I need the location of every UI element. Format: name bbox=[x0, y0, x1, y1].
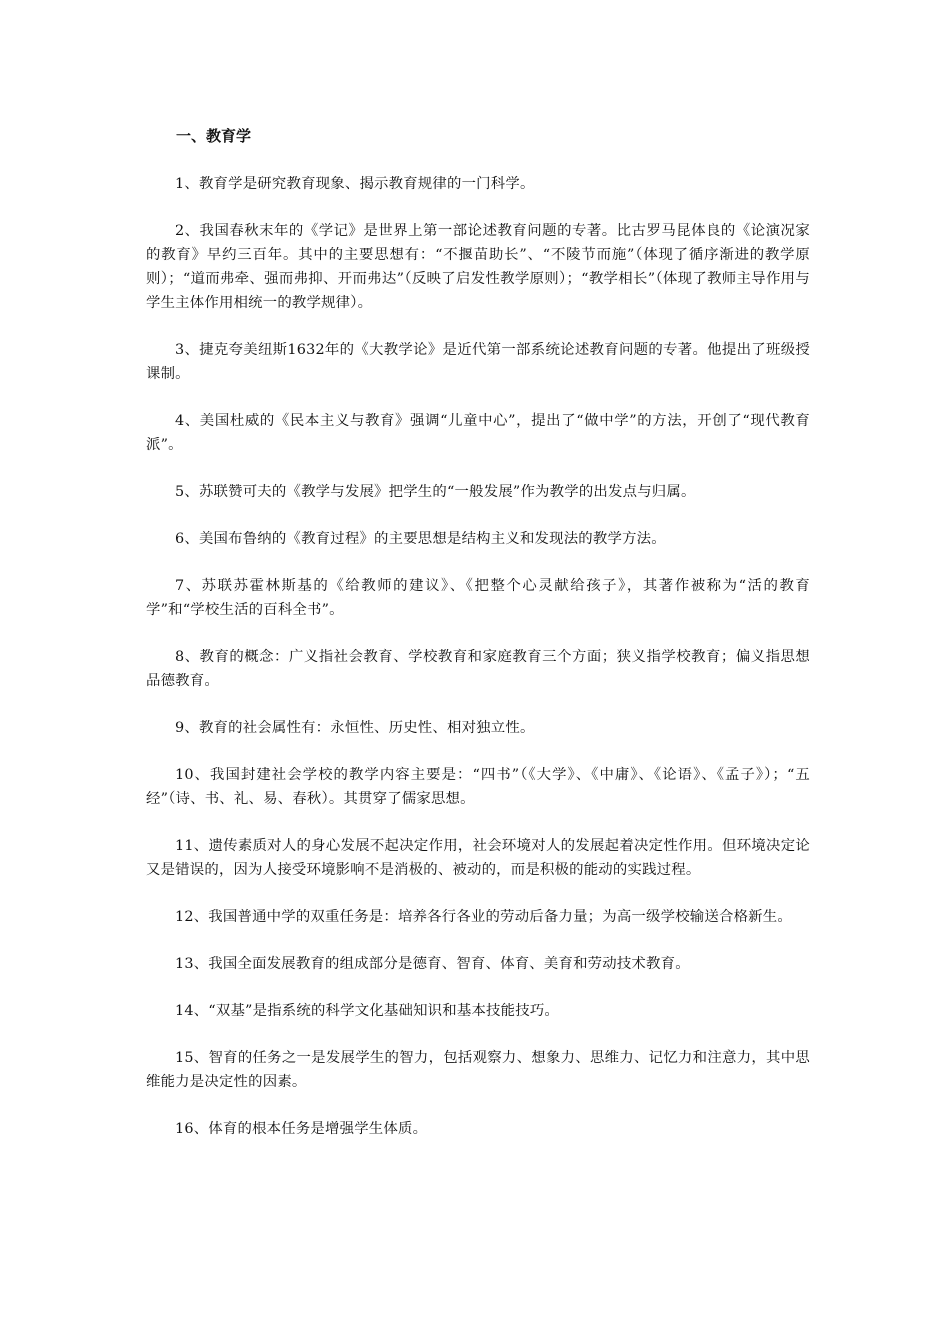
paragraph-6: 6、美国布鲁纳的《教育过程》的主要思想是结构主义和发现法的教学方法。 bbox=[175, 531, 666, 547]
paragraph-4: 4、美国杜威的《民本主义与教育》强调“儿童中心”，提出了“做中学”的方法，开创了“现代教育派”。 bbox=[146, 413, 810, 453]
paragraph-5: 5、苏联赞可夫的《教学与发展》把学生的“一般发展”作为教学的出发点与归属。 bbox=[175, 484, 696, 500]
paragraph-15: 15、智育的任务之一是发展学生的智力，包括观察力、想象力、思维力、记忆力和注意力，其中思维能力是决定性的因素。 bbox=[146, 1050, 810, 1090]
paragraph-12: 12、我国普通中学的双重任务是：培养各行各业的劳动后备力量；为高一级学校输送合格新生。 bbox=[175, 909, 792, 925]
paragraph-3: 3、捷克夸美纽斯1632年的《大教学论》是近代第一部系统论述教育问题的专著。他提出了班级授课制。 bbox=[146, 342, 810, 382]
paragraph-9: 9、教育的社会属性有：永恒性、历史性、相对独立性。 bbox=[175, 720, 535, 736]
paragraph-14: 14、“双基”是指系统的科学文化基础知识和基本技能技巧。 bbox=[175, 1003, 560, 1019]
document-page bbox=[146, 124, 810, 1164]
paragraph-13: 13、我国全面发展教育的组成部分是德育、智育、体育、美育和劳动技术教育。 bbox=[175, 956, 690, 972]
section-heading: 一、教育学 bbox=[176, 127, 252, 145]
paragraph-10: 10、我国封建社会学校的教学内容主要是：“四书”（《大学》、《中庸》、《论语》、《孟子》）；“五经”（诗、书、礼、易、春秋）。其贯穿了儒家思想。 bbox=[146, 767, 810, 807]
paragraph-11: 11、遗传素质对人的身心发展不起决定作用，社会环境对人的发展起着决定性作用。但环境决定论又是错误的，因为人接受环境影响不是消极的、被动的，而是积极的能动的实践过程。 bbox=[146, 838, 810, 878]
paragraph-2: 2、我国春秋末年的《学记》是世界上第一部论述教育问题的专著。比古罗马昆体良的《论演况家的教育》早约三百年。其中的主要思想有：“不揠苗助长”、“不陵节而施”（体现了循序渐进的教学原则）；“道而弗牵、强而弗抑、开而弗达”（反映了启发性教学原则）；“教学相长”（体现了教师主导作用与学生主体作用相统一的教学规律）。 bbox=[146, 223, 810, 311]
paragraph-1: 1、教育学是研究教育现象、揭示教育规律的一门科学。 bbox=[175, 176, 535, 192]
paragraph-8: 8、教育的概念：广义指社会教育、学校教育和家庭教育三个方面；狭义指学校教育；偏义指思想品德教育。 bbox=[146, 649, 810, 689]
paragraph-16: 16、体育的根本任务是增强学生体质。 bbox=[175, 1121, 428, 1137]
paragraph-7: 7、苏联苏霍林斯基的《给教师的建议》、《把整个心灵献给孩子》，其著作被称为“活的教育学”和“学校生活的百科全书”。 bbox=[146, 578, 810, 618]
